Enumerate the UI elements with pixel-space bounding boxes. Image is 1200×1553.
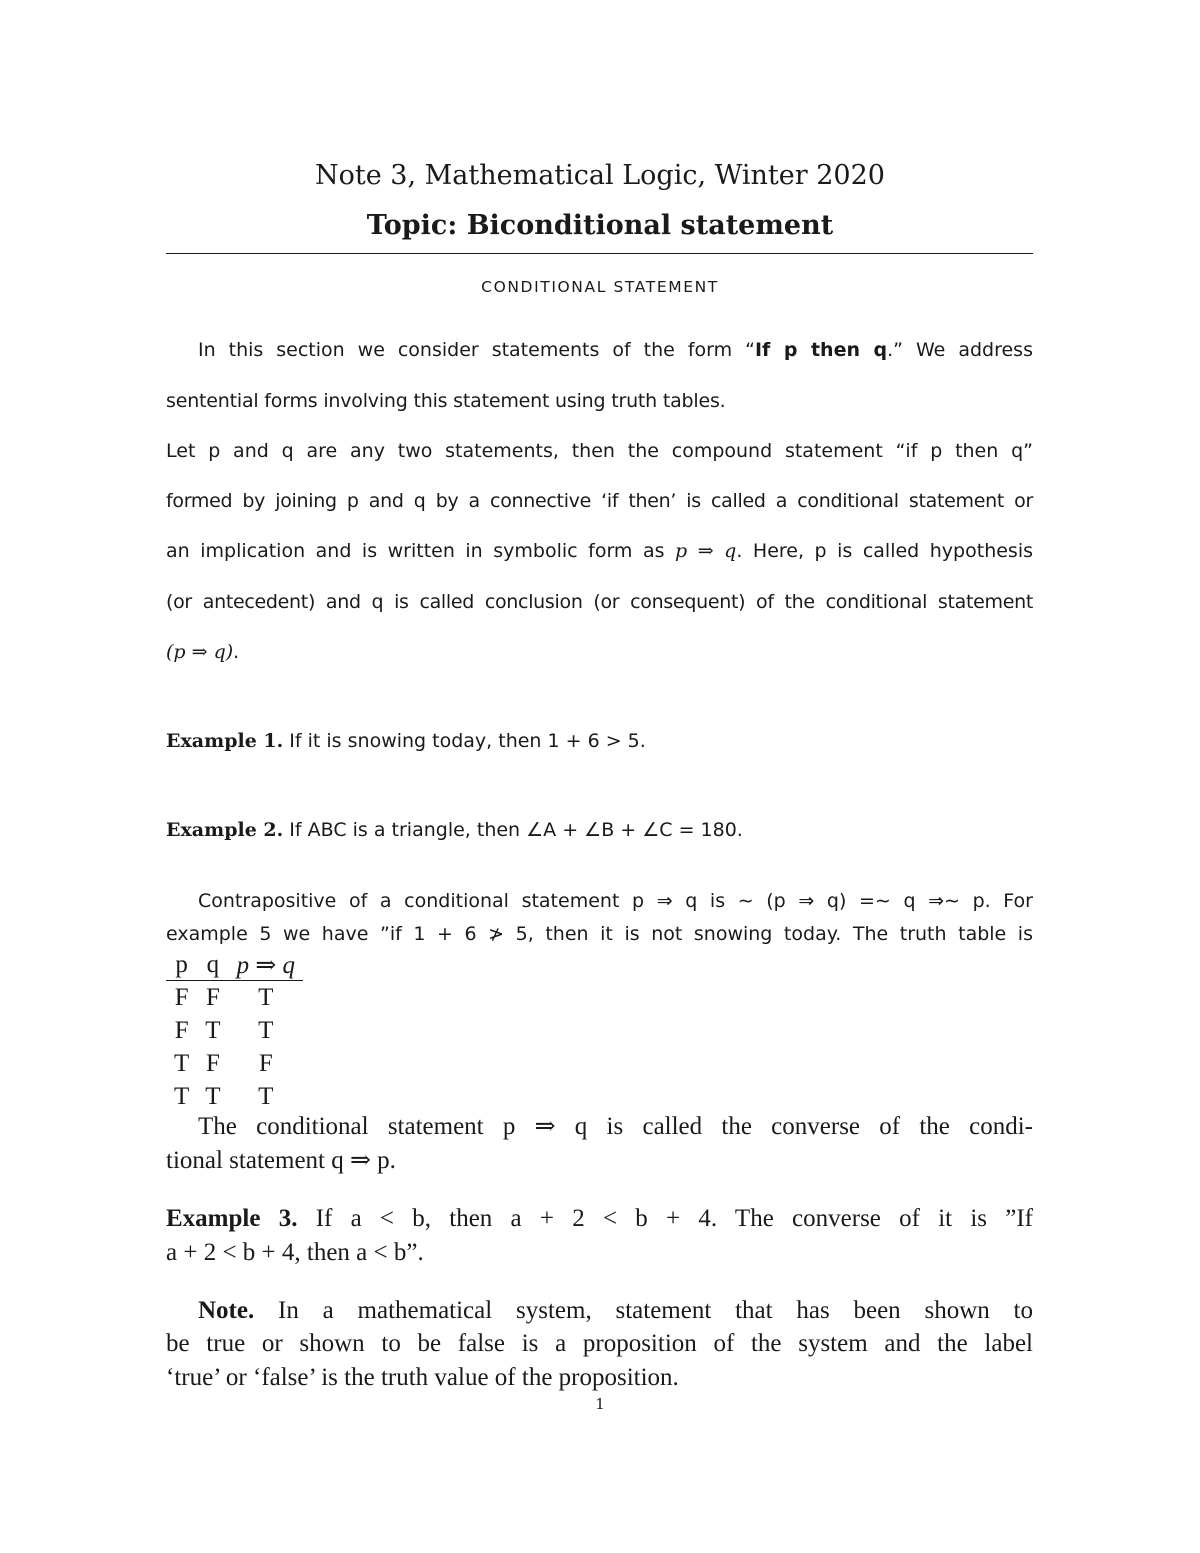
intro-line-1: In this section we consider statements of the form “If p then q.” We address [198,339,1033,361]
header-q: q [197,950,228,981]
intro-line-2: sentential forms involving this statement using truth tables. [166,390,726,412]
page-number: 1 [595,1395,605,1413]
intro-line-5: an implication and is written in symbolic form as p ⇒ q. Here, p is called hypothesis [166,540,1033,562]
note-label: Note. [198,1297,255,1324]
example-2-label: Example 2. [166,819,284,841]
note-line-3: ‘true’ or ‘false’ is the truth value of the proposition. [166,1364,679,1391]
contrapositive-line-2: example 5 we have ”if 1 + 6 ≯ 5, then it is not snowing today. The truth table is [166,923,1033,945]
title-rule [166,253,1033,254]
intro-line-4: formed by joining p and q by a connective ‘if then’ is called a conditional statement or [166,490,1033,512]
intro-line-7: (p ⇒ q). [166,641,240,663]
table-row: F F T [174,983,274,1011]
header-p: p [166,950,197,981]
truth-table [166,950,303,1113]
example-3-label: Example 3. [166,1205,298,1232]
table-row: T T T [174,1082,274,1110]
contrapositive-line-1: Contrapositive of a conditional statement p ⇒ q is ∼ (p ⇒ q) =∼ q ⇒∼ p. For [198,890,1033,912]
example-2: Example 2. If ABC is a triangle, then ∠A + ∠B + ∠C = 180. [166,819,743,841]
table-row: T F F [174,1049,273,1077]
example-3-line-1: Example 3. If a < b, then a + 2 < b + 4. The converse of it is ”If [166,1205,1033,1232]
section-heading: CONDITIONAL STATEMENT [481,278,719,296]
page-title: Note 3, Mathematical Logic, Winter 2020 [315,160,885,191]
if-p-then-q-bold: If p then q [754,339,888,361]
intro-line-3: Let p and q are any two statements, then the compound statement “if p then q” [166,440,1033,462]
note-line-2: be true or shown to be false is a proposition of the system and the label [166,1330,1033,1357]
example-1-label: Example 1. [166,730,284,752]
example-1: Example 1. If it is snowing today, then 1 + 6 > 5. [166,730,646,752]
example-3-line-2: a + 2 < b + 4, then a < b”. [166,1239,424,1266]
header-p-implies-q: p ⇒ q [229,950,303,981]
note-line-1: Note. In a mathematical system, statement that has been shown to [198,1297,1033,1324]
converse-line-2: tional statement q ⇒ p. [166,1147,396,1174]
converse-line-1: The conditional statement p ⇒ q is called the converse of the condi- [198,1113,1033,1140]
topic-heading: Topic: Biconditional statement [366,210,834,241]
table-row: F T T [174,1016,274,1044]
intro-line-6: (or antecedent) and q is called conclusion (or consequent) of the conditional statement [166,591,1033,613]
truth-table-header [166,950,303,981]
